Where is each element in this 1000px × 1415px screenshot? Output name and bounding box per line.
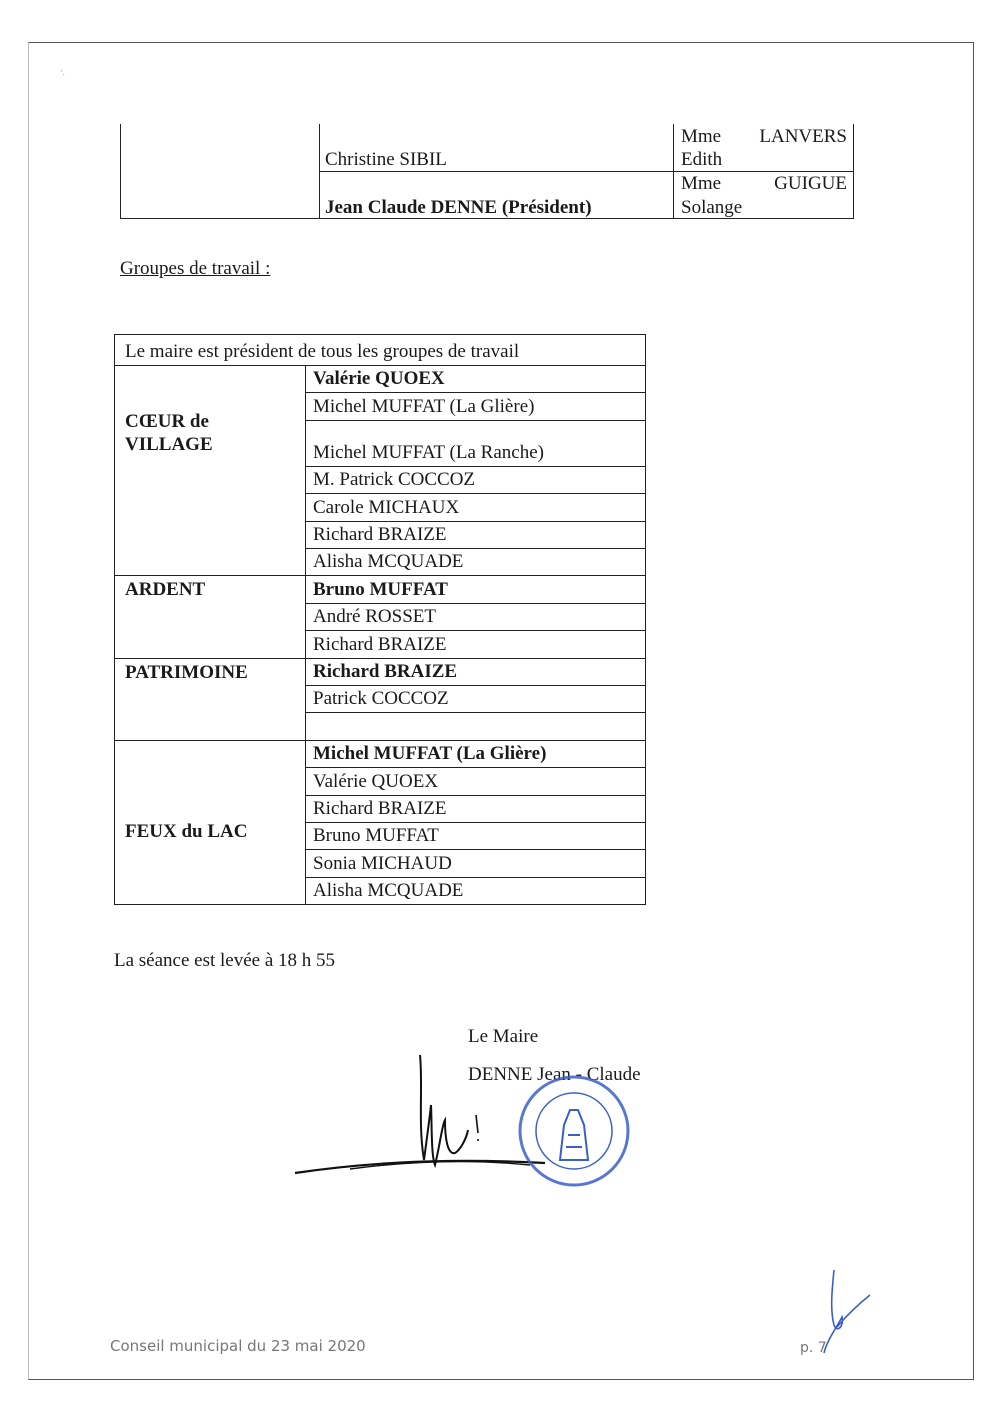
- footer-meeting-date: Conseil municipal du 23 mai 2020: [110, 1337, 366, 1355]
- row-divider: [305, 849, 645, 850]
- row-divider: [305, 493, 645, 494]
- group-member-name: Sonia MICHAUD: [313, 852, 452, 874]
- column-divider: [305, 740, 306, 904]
- row-divider: [305, 877, 645, 878]
- page-number: p. 7: [800, 1340, 827, 1356]
- row-divider: [305, 603, 645, 604]
- section-heading: Groupes de travail :: [120, 258, 271, 279]
- header-divider: [115, 365, 645, 366]
- handwritten-signature: [290, 1045, 550, 1195]
- town-hall-stamp: [512, 1065, 642, 1195]
- member-side-title: Mme: [681, 173, 722, 194]
- group-lead-name: Richard BRAIZE: [313, 661, 458, 682]
- member-name-president: Jean Claude DENNE (Président): [325, 197, 592, 218]
- group-name: [125, 661, 248, 684]
- scan-speck: ʻ.: [60, 68, 65, 77]
- table-row-divider: [319, 171, 853, 172]
- group-member-name: Michel MUFFAT (La Ranche): [313, 441, 544, 463]
- group-name: [125, 410, 213, 456]
- signatory-title: Le Maire: [468, 1026, 539, 1047]
- group-name-line: ARDENT: [125, 579, 206, 601]
- working-groups-table: [114, 334, 646, 905]
- row-divider: [305, 521, 645, 522]
- group-name: [125, 820, 247, 843]
- group-member-name: Michel MUFFAT (La Glière): [313, 395, 535, 417]
- column-divider: [305, 365, 306, 575]
- row-divider: [305, 712, 645, 713]
- row-divider: [305, 685, 645, 686]
- row-divider: [305, 548, 645, 549]
- group-member-name: Carole MICHAUX: [313, 496, 460, 518]
- row-divider: [305, 466, 645, 467]
- row-divider: [305, 822, 645, 823]
- member-side-first: Solange: [681, 197, 743, 218]
- row-divider: [305, 420, 645, 421]
- member-side-surname: LANVERS: [759, 126, 847, 147]
- group-divider: [115, 575, 645, 576]
- column-divider: [305, 658, 306, 740]
- group-member-name: Richard BRAIZE: [313, 798, 447, 819]
- group-lead-name: Bruno MUFFAT: [313, 578, 448, 600]
- row-divider: [305, 630, 645, 631]
- member-side-surname: GUIGUE: [774, 173, 847, 194]
- group-name-line: VILLAGE: [125, 434, 213, 456]
- group-member-name: André ROSSET: [313, 606, 436, 628]
- signatory-name: DENNE Jean - Claude: [468, 1064, 641, 1085]
- row-divider: [305, 392, 645, 393]
- group-lead-name: Michel MUFFAT (La Glière): [313, 743, 547, 765]
- group-member-name: Patrick COCCOZ: [313, 688, 449, 710]
- member-side-title: Mme: [681, 126, 722, 147]
- group-divider: [115, 740, 645, 741]
- closing-statement: La séance est levée à 18 h 55: [114, 950, 336, 971]
- group-name-line: FEUX du LAC: [125, 821, 248, 842]
- column-divider: [305, 575, 306, 657]
- row-divider: [305, 767, 645, 768]
- group-name-line: CŒUR de: [125, 411, 209, 433]
- members-table-continued: [120, 124, 854, 219]
- group-member-name: Richard BRAIZE: [313, 524, 447, 545]
- group-member-name: Alisha MCQUADE: [313, 880, 464, 902]
- member-side-first: Edith: [681, 149, 723, 170]
- group-name: [125, 578, 205, 601]
- member-name: Christine SIBIL: [325, 149, 447, 170]
- groups-table-header: Le maire est président de tous les groupes de travail: [125, 341, 520, 362]
- group-name-line: PATRIMOINE: [125, 661, 248, 683]
- group-divider: [115, 658, 645, 659]
- group-member-name: Richard BRAIZE: [313, 633, 447, 655]
- group-member-name: Valérie QUOEX: [313, 770, 439, 792]
- group-member-name: M. Patrick COCCOZ: [313, 469, 476, 491]
- row-divider: [305, 795, 645, 796]
- group-member-name: Alisha MCQUADE: [313, 551, 464, 573]
- group-member-name: Bruno MUFFAT: [313, 825, 439, 847]
- group-lead-name: Valérie QUOEX: [313, 368, 445, 390]
